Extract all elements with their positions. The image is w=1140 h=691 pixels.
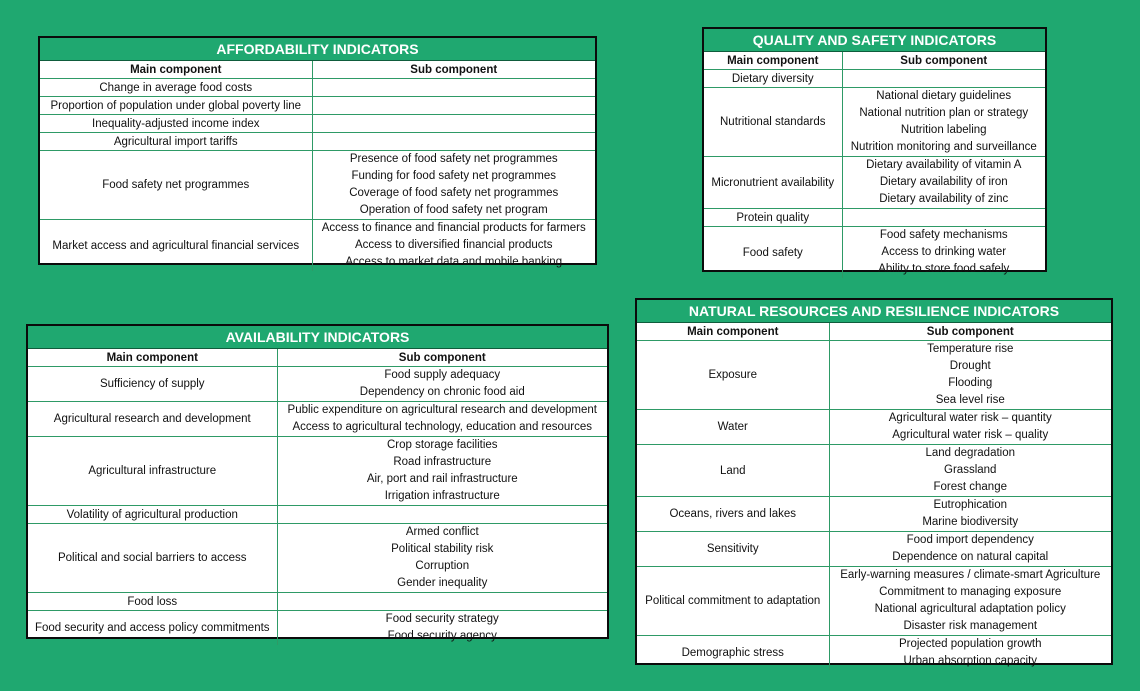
table-row: [28, 611, 607, 646]
main-component-cell: Food security and access policy commitments: [28, 611, 277, 646]
table-row: [28, 593, 607, 611]
table-row: [28, 506, 607, 524]
main-component-header: Main component: [637, 323, 829, 341]
sub-component-cell: [842, 209, 1045, 227]
sub-component-item: Agricultural water risk – quantity: [888, 412, 1052, 424]
main-component-cell: Nutritional standards: [704, 88, 842, 157]
header-row: [637, 323, 1111, 341]
main-component-cell: Sufficiency of supply: [28, 367, 277, 402]
sub-component-cell: [277, 437, 607, 506]
main-component-cell: Micronutrient availability: [704, 157, 842, 209]
header-row: [40, 61, 595, 79]
table-row: [637, 532, 1111, 567]
sub-component-item: Ability to store food safely: [878, 263, 1010, 275]
sub-component-cell: [829, 636, 1111, 671]
sub-component-item: Forest change: [933, 481, 1007, 493]
main-component-cell: Dietary diversity: [704, 70, 842, 88]
sub-component-item: Marine biodiversity: [922, 516, 1019, 528]
main-component-header: Main component: [40, 61, 312, 79]
sub-component-item: Crop storage facilities: [386, 439, 498, 451]
table-row: [704, 157, 1045, 209]
table-row: [704, 88, 1045, 157]
indicator-table: [704, 52, 1045, 278]
sub-component-item: Presence of food safety net programmes: [349, 153, 558, 165]
sub-component-cell: [842, 227, 1045, 279]
sub-component-item: Sea level rise: [935, 394, 1005, 406]
main-component-cell: Inequality-adjusted income index: [40, 115, 312, 133]
sub-component-item: Food supply adequacy: [384, 369, 501, 381]
sub-component-item: Temperature rise: [927, 343, 1014, 355]
main-component-cell: Change in average food costs: [40, 79, 312, 97]
sub-component-item: Flooding: [948, 377, 993, 389]
table-row: [40, 220, 595, 272]
sub-component-item: [278, 593, 608, 610]
sub-component-item: Armed conflict: [405, 526, 479, 538]
sub-component-item: Eutrophication: [933, 499, 1008, 511]
sub-component-item: Land degradation: [925, 447, 1016, 459]
table-title: AVAILABILITY INDICATORS: [28, 326, 607, 349]
table-row: [40, 97, 595, 115]
sub-component-item: Dietary availability of zinc: [879, 193, 1009, 205]
sub-component-cell: [277, 367, 607, 402]
sub-component-item: Nutrition labeling: [900, 124, 987, 136]
sub-component-cell: [842, 88, 1045, 157]
sub-component-item: Access to diversified financial products: [354, 239, 553, 251]
sub-component-item: [843, 70, 1046, 87]
natural-resources-table: [635, 298, 1113, 665]
sub-component-item: Food safety mechanisms: [879, 229, 1008, 241]
sub-component-item: [313, 133, 596, 150]
sub-component-header: Sub component: [312, 61, 595, 79]
sub-component-cell: [312, 79, 595, 97]
main-component-cell: Demographic stress: [637, 636, 829, 671]
sub-component-cell: [277, 611, 607, 646]
sub-component-cell: [829, 341, 1111, 410]
sub-component-item: Commitment to managing exposure: [879, 586, 1062, 598]
main-component-header: Main component: [28, 349, 277, 367]
table-row: [40, 151, 595, 220]
table-row: [637, 567, 1111, 636]
sub-component-cell: [277, 402, 607, 437]
sub-component-cell: [312, 220, 595, 272]
table-title: AFFORDABILITY INDICATORS: [40, 38, 595, 61]
table-row: [28, 437, 607, 506]
main-component-cell: Land: [637, 445, 829, 497]
sub-component-item: Funding for food safety net programmes: [351, 170, 557, 182]
sub-component-cell: [842, 70, 1045, 88]
sub-component-cell: [829, 410, 1111, 445]
table-row: [40, 79, 595, 97]
sub-component-cell: [842, 157, 1045, 209]
table-title: QUALITY AND SAFETY INDICATORS: [704, 29, 1045, 52]
table-row: [40, 133, 595, 151]
main-component-cell: Volatility of agricultural production: [28, 506, 277, 524]
sub-component-item: Drought: [949, 360, 991, 372]
table-row: [28, 524, 607, 593]
header-row: [704, 52, 1045, 70]
sub-component-header: Sub component: [829, 323, 1111, 341]
sub-component-item: Gender inequality: [397, 577, 488, 589]
sub-component-item: [313, 79, 596, 96]
main-component-cell: Political commitment to adaptation: [637, 567, 829, 636]
sub-component-cell: [312, 115, 595, 133]
sub-component-item: Food import dependency: [906, 534, 1034, 546]
indicator-table: [40, 61, 595, 271]
table-row: [637, 341, 1111, 410]
sub-component-item: Dietary availability of vitamin A: [866, 159, 1022, 171]
sub-component-cell: [312, 97, 595, 115]
sub-component-item: Projected population growth: [898, 638, 1042, 650]
sub-component-item: Food security agency: [387, 630, 497, 642]
sub-component-item: Access to finance and financial products for farmers: [321, 222, 586, 234]
table-row: [40, 115, 595, 133]
main-component-cell: Food safety: [704, 227, 842, 279]
sub-component-item: Public expenditure on agricultural research and development: [287, 404, 597, 416]
sub-component-item: [278, 506, 608, 523]
sub-component-item: Access to market data and mobile banking: [345, 256, 563, 268]
sub-component-cell: [312, 133, 595, 151]
sub-component-item: Grassland: [944, 464, 997, 476]
table-row: [704, 70, 1045, 88]
sub-component-item: Air, port and rail infrastructure: [366, 473, 518, 485]
main-component-cell: Food loss: [28, 593, 277, 611]
sub-component-cell: [829, 532, 1111, 567]
sub-component-item: Corruption: [415, 560, 470, 572]
sub-component-item: Coverage of food safety net programmes: [349, 187, 559, 199]
main-component-header: Main component: [704, 52, 842, 70]
sub-component-cell: [829, 497, 1111, 532]
indicator-table: [28, 349, 607, 645]
sub-component-header: Sub component: [842, 52, 1045, 70]
sub-component-item: Urban absorption capacity: [903, 655, 1038, 667]
table-row: [637, 410, 1111, 445]
table-row: [704, 209, 1045, 227]
table-row: [637, 636, 1111, 671]
sub-component-item: National dietary guidelines: [876, 90, 1012, 102]
table-title: NATURAL RESOURCES AND RESILIENCE INDICATORS: [637, 300, 1111, 323]
main-component-cell: Water: [637, 410, 829, 445]
main-component-cell: Protein quality: [704, 209, 842, 227]
availability-table: [26, 324, 609, 642]
table-row: [704, 227, 1045, 279]
sub-component-item: Early-warning measures / climate-smart Agriculture: [840, 569, 1101, 581]
main-component-cell: Oceans, rivers and lakes: [637, 497, 829, 532]
indicator-table: [637, 323, 1111, 670]
main-component-cell: Sensitivity: [637, 532, 829, 567]
sub-component-item: National agricultural adaptation policy: [874, 603, 1066, 615]
main-component-cell: Proportion of population under global poverty line: [40, 97, 312, 115]
sub-component-item: Dietary availability of iron: [879, 176, 1008, 188]
affordability-table: [38, 36, 597, 268]
main-component-cell: Food safety net programmes: [40, 151, 312, 220]
sub-component-item: [313, 97, 596, 114]
table-row: [28, 367, 607, 402]
sub-component-cell: [277, 593, 607, 611]
sub-component-item: [843, 209, 1046, 226]
sub-component-cell: [312, 151, 595, 220]
main-component-cell: Exposure: [637, 341, 829, 410]
sub-component-cell: [829, 445, 1111, 497]
sub-component-cell: [829, 567, 1111, 636]
sub-component-header: Sub component: [277, 349, 607, 367]
sub-component-item: Access to drinking water: [881, 246, 1007, 258]
sub-component-item: Dependency on chronic food aid: [359, 386, 525, 398]
main-component-cell: Agricultural infrastructure: [28, 437, 277, 506]
sub-component-item: Political stability risk: [391, 543, 494, 555]
sub-component-item: Road infrastructure: [393, 456, 492, 468]
sub-component-item: [313, 115, 596, 132]
quality-safety-table: [702, 27, 1047, 275]
table-row: [28, 402, 607, 437]
header-row: [28, 349, 607, 367]
main-component-cell: Political and social barriers to access: [28, 524, 277, 593]
sub-component-item: Nutrition monitoring and surveillance: [850, 141, 1037, 153]
main-component-cell: Market access and agricultural financial services: [40, 220, 312, 272]
sub-component-item: Agricultural water risk – quality: [892, 429, 1049, 441]
sub-component-item: Food security strategy: [385, 613, 499, 625]
sub-component-item: Access to agricultural technology, education and resources: [292, 421, 593, 433]
table-row: [637, 497, 1111, 532]
sub-component-item: Irrigation infrastructure: [384, 490, 500, 502]
sub-component-cell: [277, 506, 607, 524]
main-component-cell: Agricultural import tariffs: [40, 133, 312, 151]
sub-component-item: National nutrition plan or strategy: [859, 107, 1029, 119]
sub-component-item: Operation of food safety net program: [359, 204, 548, 216]
table-row: [637, 445, 1111, 497]
main-component-cell: Agricultural research and development: [28, 402, 277, 437]
sub-component-item: Disaster risk management: [903, 620, 1038, 632]
sub-component-cell: [277, 524, 607, 593]
sub-component-item: Dependence on natural capital: [892, 551, 1049, 563]
